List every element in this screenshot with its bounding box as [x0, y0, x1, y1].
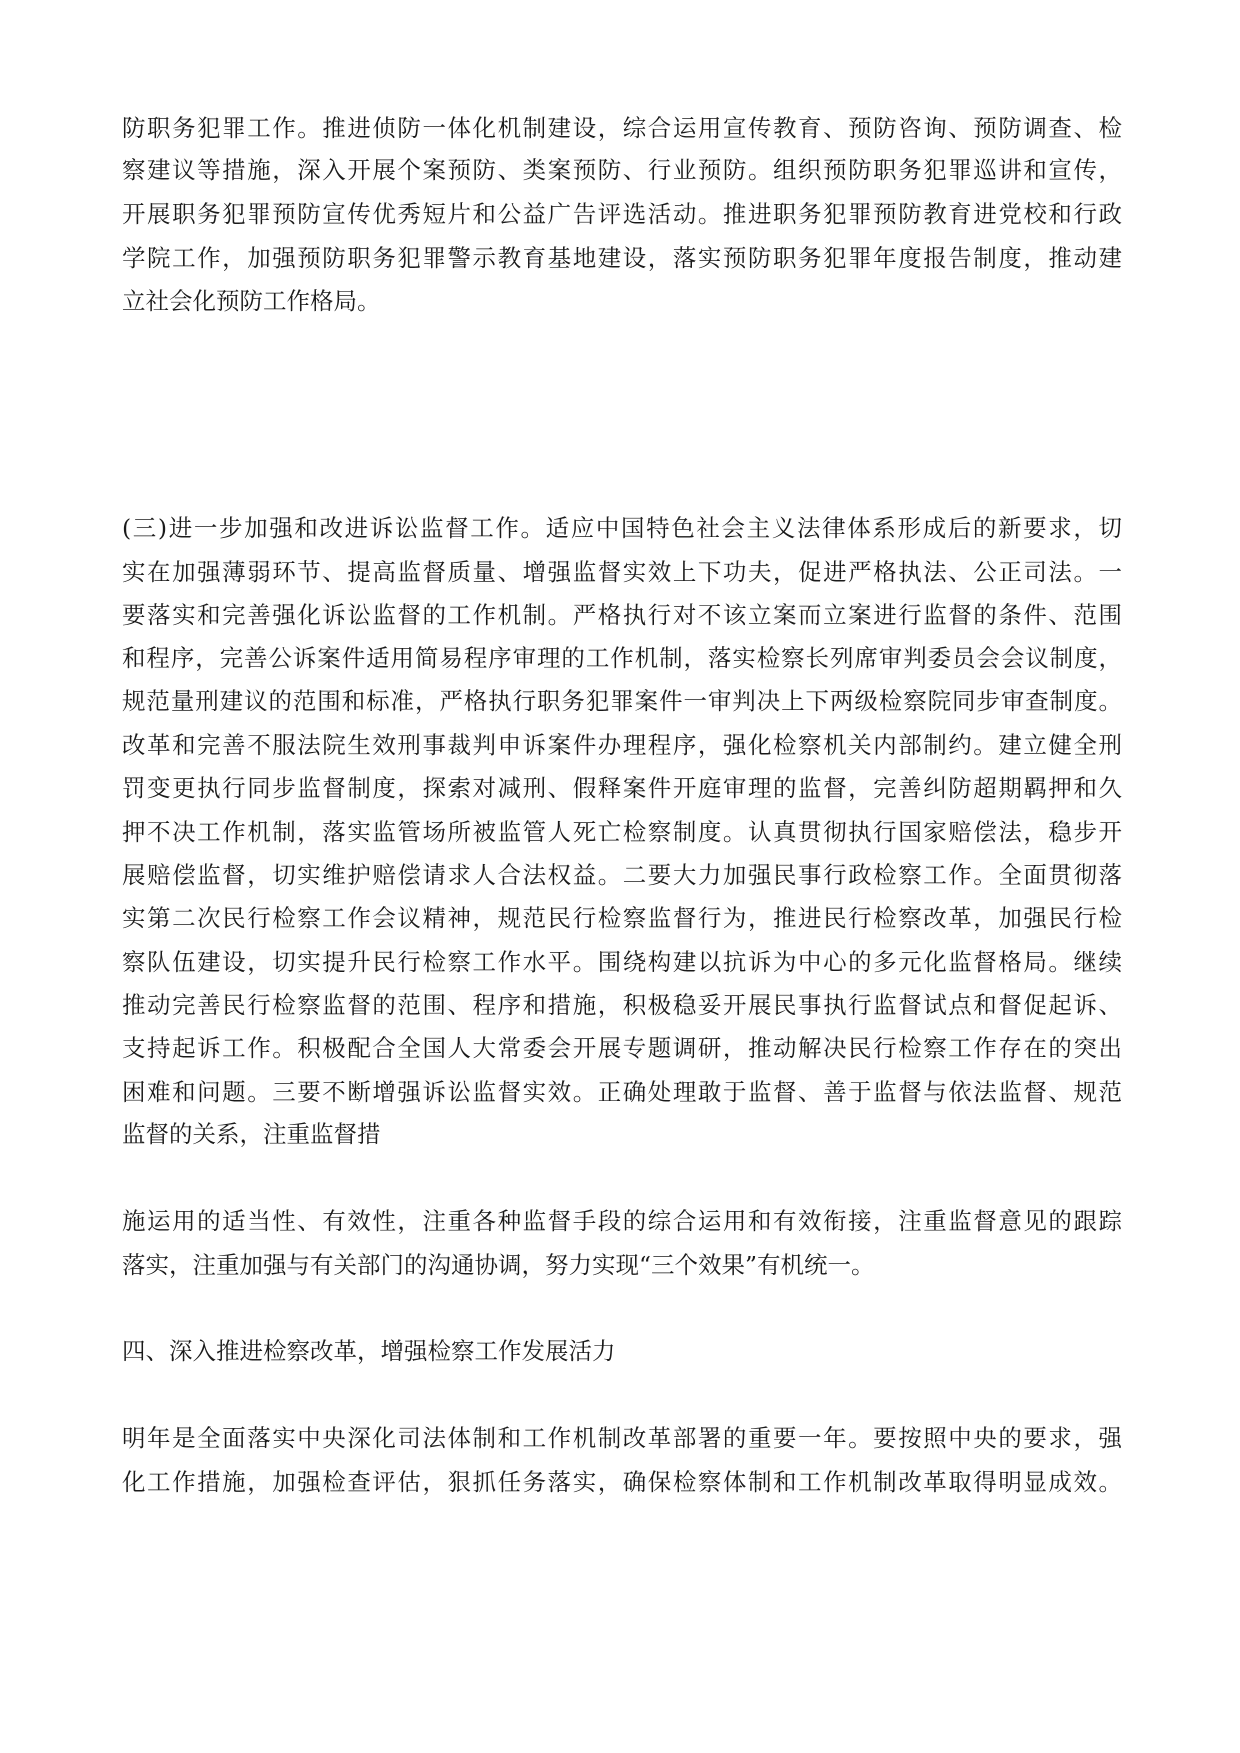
text-line: 实第二次民行检察工作会议精神，规范民行检察监督行为，推进民行检察改革，加强民行检	[122, 904, 1122, 932]
text-line: (三)进一步加强和改进诉讼监督工作。适应中国特色社会主义法律体系形成后的新要求，切	[122, 514, 1122, 542]
text-line: 明年是全面落实中央深化司法体制和工作机制改革部署的重要一年。要按照中央的要求，强	[122, 1424, 1122, 1452]
text-line: 推动完善民行检察监督的范围、程序和措施，积极稳妥开展民事执行监督试点和督促起诉、	[122, 991, 1122, 1019]
text-line: 学院工作，加强预防职务犯罪警示教育基地建设，落实预防职务犯罪年度报告制度，推动建	[122, 244, 1122, 272]
text-line: 防职务犯罪工作。推进侦防一体化机制建设，综合运用宣传教育、预防咨询、预防调查、检	[122, 114, 1122, 142]
text-line: 立社会化预防工作格局。	[122, 287, 381, 315]
text-line: 落实，注重加强与有关部门的沟通协调，努力实现“三个效果”有机统一。	[122, 1251, 875, 1279]
text-line: 实在加强薄弱环节、提高监督质量、增强监督实效上下功夫，促进严格执法、公正司法。一	[122, 558, 1122, 586]
text-line: 察建议等措施，深入开展个案预防、类案预防、行业预防。组织预防职务犯罪巡讲和宣传，	[122, 156, 1122, 184]
text-line: 施运用的适当性、有效性，注重各种监督手段的综合运用和有效衔接，注重监督意见的跟踪	[122, 1207, 1122, 1235]
text-line: 监督的关系，注重监督措	[122, 1120, 381, 1148]
text-line: 罚变更执行同步监督制度，探索对减刑、假释案件开庭审理的监督，完善纠防超期羁押和久	[122, 774, 1122, 802]
text-line: 改革和完善不服法院生效刑事裁判申诉案件办理程序，强化检察机关内部制约。建立健全刑	[122, 731, 1122, 759]
text-line: 规范量刑建议的范围和标准，严格执行职务犯罪案件一审判决上下两级检察院同步审查制度。	[122, 687, 1122, 715]
text-line: 和程序，完善公诉案件适用简易程序审理的工作机制，落实检察长列席审判委员会会议制度，	[122, 644, 1122, 672]
text-line: 押不决工作机制，落实监管场所被监管人死亡检察制度。认真贯彻执行国家赔偿法，稳步开	[122, 818, 1122, 846]
text-line: 展赔偿监督，切实维护赔偿请求人合法权益。二要大力加强民事行政检察工作。全面贯彻落	[122, 861, 1122, 889]
section-heading: 四、深入推进检察改革，增强检察工作发展活力	[122, 1337, 616, 1365]
text-line: 支持起诉工作。积极配合全国人大常委会开展专题调研，推动解决民行检察工作存在的突出	[122, 1034, 1122, 1062]
text-line: 要落实和完善强化诉讼监督的工作机制。严格执行对不该立案而立案进行监督的条件、范围	[122, 601, 1122, 629]
text-line: 察队伍建设，切实提升民行检察工作水平。围绕构建以抗诉为中心的多元化监督格局。继续	[122, 948, 1122, 976]
text-line: 困难和问题。三要不断增强诉讼监督实效。正确处理敢于监督、善于监督与依法监督、规范	[122, 1078, 1122, 1106]
text-line: 开展职务犯罪预防宣传优秀短片和公益广告评选活动。推进职务犯罪预防教育进党校和行政	[122, 200, 1122, 228]
text-line: 化工作措施，加强检查评估，狠抓任务落实，确保检察体制和工作机制改革取得明显成效。	[122, 1468, 1122, 1496]
